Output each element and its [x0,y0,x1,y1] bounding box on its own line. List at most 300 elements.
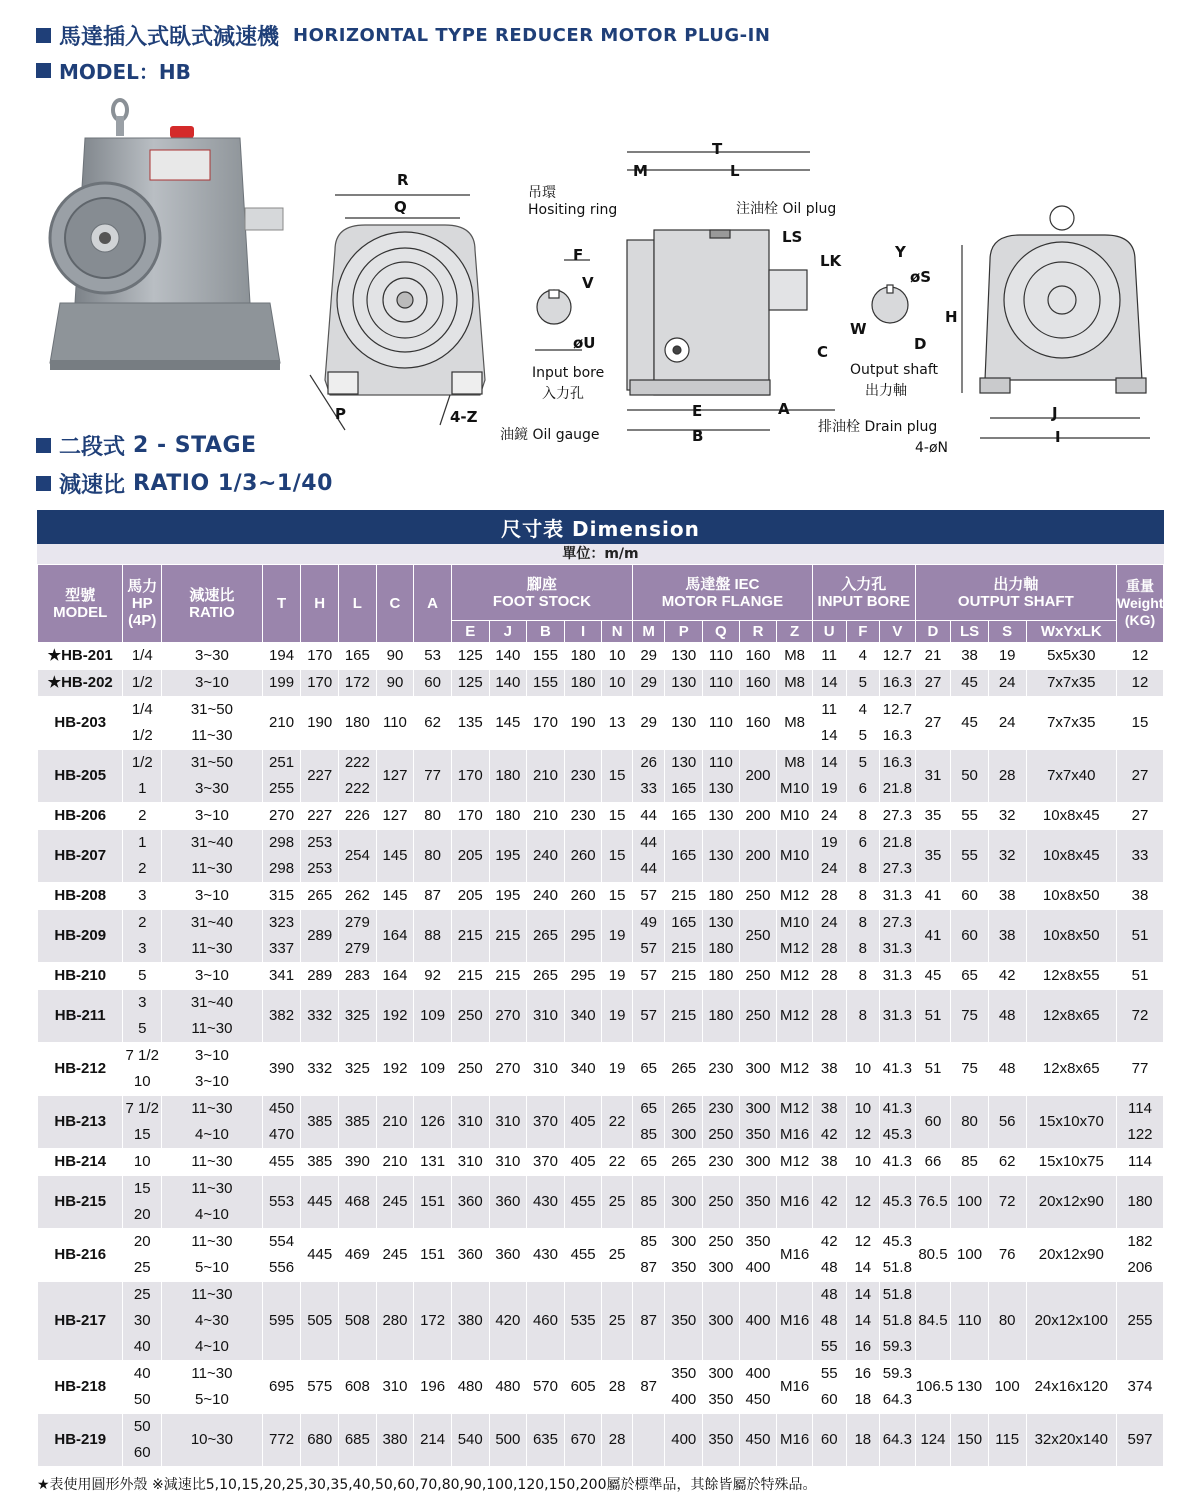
cell-value: 51 [1131,967,1149,984]
cell-value: 16 [854,1338,872,1355]
label-T: T [712,140,723,158]
cell-value: 110 [957,1312,982,1329]
cell-value: 535 [570,1312,596,1329]
cell-value: 7x7x35 [1047,714,1096,731]
label-S: øS [910,268,932,286]
col-A: A [414,565,452,643]
cell-r [739,910,777,963]
cell-i [564,670,602,697]
cell-w [1117,670,1164,697]
cell-b [527,803,565,830]
cell-f [846,750,880,803]
cell-b [527,1414,565,1467]
cell-r [739,1176,777,1229]
cell-b [527,990,565,1043]
cell-value: 1/2 [131,674,153,691]
cell-ratio [162,1414,263,1467]
cell-v [880,1043,916,1096]
cell-w [1117,830,1164,883]
cell-d [915,1361,954,1414]
cell-value: 210 [532,767,558,784]
cell-value: 192 [382,1060,408,1077]
cell-value: 115 [995,1431,1020,1448]
cell-h [301,697,339,750]
cell-value: 3 [138,994,147,1011]
cell-m [632,1096,665,1149]
cell-value: 575 [307,1378,333,1395]
cell-value: 300 [708,1312,734,1329]
model-cell: HB-209 [38,910,123,963]
label-W: W [850,320,867,338]
cell-h [301,643,339,670]
model-cell: HB-205 [38,750,123,803]
cell-value: 55 [820,1365,838,1382]
cell-u [812,1176,846,1229]
cell-value: 255 [269,780,295,797]
cell-hp [123,963,162,990]
cell-value: 20x12x100 [1034,1312,1108,1329]
cell-value: 265 [307,887,333,904]
cell-z [777,1149,813,1176]
cell-a [414,1361,452,1414]
cell-e [451,1149,489,1176]
cell-value: 38 [820,1100,838,1117]
cell-wylk [1026,1414,1117,1467]
cell-d [915,1149,951,1176]
cell-d [915,1414,951,1467]
cell-u [812,1043,846,1096]
cell-q [703,990,740,1043]
stage-header [36,430,257,461]
dimension-table-section [37,510,1164,1467]
cell-value: 180 [708,887,734,904]
cell-hp [123,643,162,670]
cell-u [812,910,846,963]
cell-value: 4~10 [195,1338,229,1355]
cell-value: 165 [671,807,697,824]
cell-value: 310 [495,1113,521,1130]
cell-value: 11 [821,701,837,718]
cell-v [880,1414,916,1467]
cell-value: 55 [961,807,978,824]
cell-j [489,1361,527,1414]
model-cell: HB-217 [38,1282,123,1361]
cell-value: 7 1/2 [125,1100,159,1117]
cell-value: 28 [820,967,838,984]
cell-value: 7 1/2 [125,1047,159,1064]
cell-value: 240 [532,887,558,904]
col-sub-m: M [632,621,665,643]
cell-value: 64.3 [882,1391,912,1408]
cell-ls [951,1361,989,1414]
cell-f [846,910,880,963]
cell-c [376,643,414,670]
cell-value: 227 [307,767,333,784]
label-C: C [817,343,829,361]
cell-wylk [1026,803,1117,830]
cell-value: 455 [269,1153,295,1170]
cell-value: 51 [924,1060,942,1077]
cell-value: 38 [998,887,1016,904]
cell-value: 32x20x140 [1034,1431,1108,1448]
cell-i [564,803,602,830]
cell-c [376,803,414,830]
cell-value: 5x5x30 [1047,647,1096,664]
cell-value: 10 [854,1100,872,1117]
label-F: F [573,246,584,264]
cell-value: 66 [924,1153,942,1170]
label-B: B [692,427,704,445]
cell-value: 87 [640,1259,657,1276]
cell-f [846,1043,880,1096]
cell-p [665,830,703,883]
cell-value: 500 [495,1431,521,1448]
cell-value: 270 [269,807,295,824]
cell-value: 253 [307,834,333,851]
cell-value: 59.3 [882,1338,912,1355]
cell-value: 170 [457,767,483,784]
cell-value: 165 [671,847,697,864]
cell-value: M8 [784,647,806,664]
cell-n [602,1282,633,1361]
model-cell: HB-210 [38,963,123,990]
cell-r [739,1282,777,1361]
cell-value: 480 [457,1378,483,1395]
cell-value: 289 [307,967,333,984]
cell-value: 15x10x75 [1038,1153,1104,1170]
cell-value: 3~30 [195,647,229,664]
cell-value: 10x8x45 [1042,847,1100,864]
label-Y: Y [895,243,906,261]
cell-ratio [162,643,263,670]
cell-value: 4~30 [195,1312,229,1329]
cell-q [703,1096,740,1149]
cell-value: 15 [133,1126,151,1143]
cell-j [489,883,527,910]
cell-value: 29 [640,714,657,731]
cell-l [339,1229,377,1282]
col-sub-p: P [665,621,703,643]
cell-value: 56 [998,1113,1016,1130]
cell-value: 125 [457,647,483,664]
cell-f [846,1229,880,1282]
label-oil-plug: 注油栓 Oil plug [736,201,837,217]
stage-en: 2 - STAGE [133,433,257,458]
col-hp: 馬力 HP (4P) [123,565,162,643]
cell-value: 227 [307,807,333,824]
cell-ratio [162,750,263,803]
cell-value: 11~30 [191,1020,233,1037]
cell-t [262,803,301,830]
cell-z [777,990,813,1043]
cell-value: 19 [608,1007,626,1024]
cell-j [489,697,527,750]
cell-value: 400 [745,1312,771,1329]
cell-t [262,1096,301,1149]
cell-value: 110 [382,714,407,731]
cell-value: 100 [994,1378,1020,1395]
cell-value: 30 [133,1312,151,1329]
cell-c [376,963,414,990]
cell-m [632,1229,665,1282]
cell-hp [123,1361,162,1414]
cell-value: 4~10 [195,1126,229,1143]
cell-j [489,1282,527,1361]
cell-value: 508 [344,1312,370,1329]
cell-ls [951,1043,989,1096]
label-I: I [1055,428,1061,446]
cell-a [414,1282,452,1361]
cell-e [451,670,489,697]
square-bullet-icon [36,438,51,453]
cell-value: 210 [269,714,295,731]
cell-value: 145 [382,847,408,864]
cell-value: 21.8 [882,834,912,851]
square-bullet-icon [36,476,51,491]
cell-h [301,1176,339,1229]
cell-l [339,1043,377,1096]
cell-value: 80 [424,807,441,824]
cell-r [739,990,777,1043]
cell-h [301,990,339,1043]
cell-e [451,990,489,1043]
cell-a [414,1176,452,1229]
cell-ls [951,963,989,990]
cell-j [489,1229,527,1282]
cell-ratio [162,910,263,963]
cell-value: 450 [745,1391,771,1408]
cell-value: 670 [570,1431,596,1448]
cell-value: 165 [671,780,697,797]
cell-m [632,1282,665,1361]
cell-value: 390 [269,1060,295,1077]
cell-hp [123,830,162,883]
cell-h [301,830,339,883]
cell-value: M12 [780,887,810,904]
cell-value: M12 [780,967,810,984]
cell-value: 455 [570,1193,596,1210]
cell-value: 57 [640,887,657,904]
cell-value: 44 [640,860,657,877]
cell-v [880,1176,916,1229]
cell-b [527,697,565,750]
cell-value: 1 [138,834,147,851]
cell-wylk [1026,1149,1117,1176]
cell-v [880,883,916,910]
label-drain-plug: 排油栓 Drain plug [818,419,938,435]
cell-ls [951,643,989,670]
diagram-drawing [290,140,1170,460]
cell-d [915,883,951,910]
cell-w [1117,803,1164,830]
cell-value: 29 [640,674,657,691]
cell-i [564,1149,602,1176]
cell-d [915,1282,951,1361]
cell-i [564,1096,602,1149]
cell-h [301,1361,339,1414]
cell-ls [951,1096,989,1149]
cell-value: 300 [745,1153,771,1170]
cell-value: 12 [1131,647,1149,664]
cell-h [301,750,339,803]
cell-r [739,1229,777,1282]
cell-a [414,883,452,910]
cell-value: 12.7 [882,647,912,664]
cell-e [451,1282,489,1361]
cell-value: 19 [608,967,626,984]
cell-w [1117,1096,1164,1149]
cell-u [812,963,846,990]
cell-r [739,803,777,830]
cell-value: 85 [640,1233,657,1250]
cell-value: 80 [961,1113,978,1130]
cell-value: 45 [961,714,978,731]
cell-value: 215 [671,940,697,957]
model-cell: HB-214 [38,1149,123,1176]
cell-ls [951,750,989,803]
cell-value: 5 [858,674,867,691]
cell-value: 370 [532,1153,558,1170]
cell-e [451,1096,489,1149]
cell-value: 60 [924,1113,942,1130]
cell-p [665,1361,703,1414]
cell-value: 18 [854,1391,872,1408]
cell-value: 180 [708,940,734,957]
cell-value: M8 [784,674,806,691]
cell-value: 12x8x55 [1042,967,1100,984]
cell-value: 350 [745,1233,771,1250]
cell-value: 430 [532,1246,558,1263]
cell-c [376,1282,414,1361]
cell-value: 300 [671,1233,697,1250]
cell-j [489,1176,527,1229]
cell-hp [123,1096,162,1149]
col-sub-e: E [451,621,489,643]
cell-c [376,697,414,750]
cell-value: 14 [820,674,838,691]
col-sub-wxyxlk: WxYxLK [1026,621,1117,643]
cell-m [632,643,665,670]
col-weight: 重量 Weight (KG) [1117,565,1164,643]
cell-w [1117,643,1164,670]
cell-value: 65 [640,1100,657,1117]
cell-value: 31~40 [190,834,233,851]
cell-j [489,803,527,830]
cell-value: 41.3 [882,1153,912,1170]
cell-value: 195 [495,887,521,904]
cell-v [880,990,916,1043]
cell-hp [123,803,162,830]
cell-p [665,1149,703,1176]
cell-value: 5~10 [195,1391,229,1408]
cell-p [665,963,703,990]
cell-value: 77 [1131,1060,1149,1077]
label-H: H [945,308,958,326]
cell-value: 180 [708,1007,734,1024]
cell-ratio [162,1229,263,1282]
label-P: P [335,405,346,423]
cell-s [988,1176,1026,1229]
cell-value: 11~30 [191,1286,233,1303]
cell-h [301,963,339,990]
col-output-shaft: 出力軸 OUTPUT SHAFT [915,565,1116,621]
cell-value: 3~30 [195,780,229,797]
cell-value: 100 [957,1246,983,1263]
label-A: A [778,400,790,418]
cell-value: 5 [858,727,867,744]
cell-q [703,1229,740,1282]
cell-l [339,1361,377,1414]
cell-value: 2 [138,860,147,877]
cell-value: 8 [858,860,867,877]
cell-z [777,1096,813,1149]
cell-value: 360 [457,1246,483,1263]
cell-s [988,883,1026,910]
cell-i [564,643,602,670]
cell-m [632,1361,665,1414]
cell-l [339,963,377,990]
cell-value: 24 [820,914,838,931]
cell-value: 2 [138,914,147,931]
cell-value: 250 [745,1007,771,1024]
col-motor-flange: 馬達盤 IEC MOTOR FLANGE [632,565,812,621]
cell-c [376,1043,414,1096]
cell-a [414,1414,452,1467]
cell-value: 230 [570,767,596,784]
cell-value: 42 [820,1233,838,1250]
cell-value: 28 [820,940,838,957]
model-cell: HB-211 [38,990,123,1043]
col-sub-b: B [527,621,565,643]
table-title: 尺寸表 Dimension [37,510,1164,544]
cell-value: 180 [495,807,521,824]
label-J: J [1052,404,1058,422]
cell-f [846,1176,880,1229]
table-row [38,1043,1164,1096]
cell-i [564,963,602,990]
cell-ls [951,910,989,963]
cell-value: 87 [424,887,441,904]
cell-c [376,750,414,803]
cell-d [915,803,951,830]
cell-value: 245 [382,1193,408,1210]
cell-value: 85 [640,1193,657,1210]
cell-value: 64.3 [882,1431,912,1448]
label-U: øU [573,334,596,352]
cell-f [846,1361,880,1414]
cell-b [527,670,565,697]
cell-ls [951,670,989,697]
cell-n [602,1229,633,1282]
cell-value: 100 [957,1193,983,1210]
cell-p [665,990,703,1043]
cell-value: 40 [133,1338,151,1355]
cell-value: 1/4 [131,701,153,718]
cell-value: M16 [780,1126,810,1143]
cell-value: 300 [745,1100,771,1117]
cell-value: 15 [608,887,626,904]
table-row [38,910,1164,963]
cell-n [602,697,633,750]
cell-j [489,643,527,670]
cell-r [739,1414,777,1467]
col-H: H [301,565,339,643]
cell-n [602,963,633,990]
cell-i [564,697,602,750]
cell-value: 270 [495,1060,521,1077]
cell-value: 298 [269,834,295,851]
cell-m [632,910,665,963]
